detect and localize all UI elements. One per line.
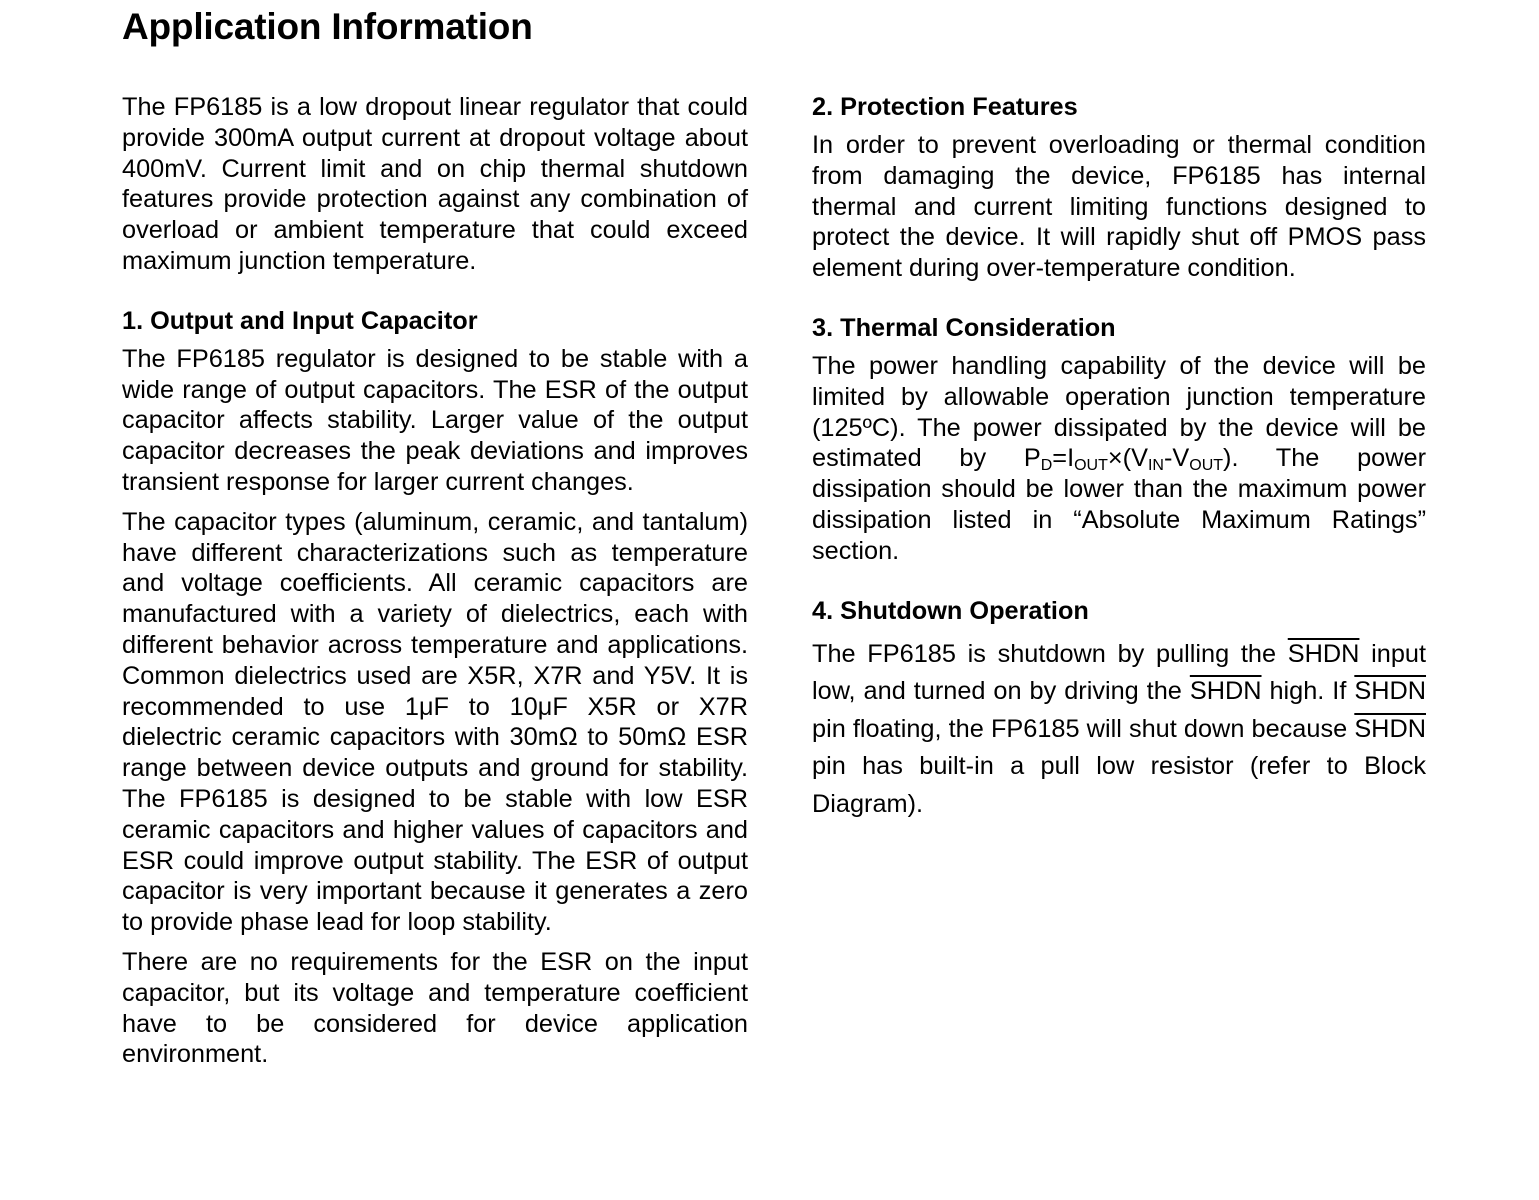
section-heading-thermal-consideration: 3. Thermal Consideration (812, 313, 1116, 342)
shdn-signal: SHDN (1189, 677, 1262, 706)
right-column (812, 92, 1426, 832)
intro-paragraph: The FP6185 is a low dropout linear regulator that could provide 300mA output current at dropout voltage about 400mV. Current limit and on chip thermal shutdown features provide protection against any combination of overload or ambient temperature that could exceed maximum junction temperature. (122, 93, 748, 275)
section-heading-protection-features: 2. Protection Features (812, 93, 1078, 121)
section-heading-shutdown-operation: 4. Shutdown Operation (812, 596, 1089, 625)
capacitor-paragraph-1: The FP6185 regulator is designed to be stable with a wide range of output capacitors. The ESR of the output capacitor affects stability. Larger value of the output capacitor decreases the peak deviations and improves transient response for larger current changes. (122, 344, 748, 496)
protection-paragraph: In order to prevent overloading or thermal condition from damaging the device, FP6185 has internal thermal and current limiting functions designed to protect the device. It will rapidly shut off PMOS pass element during over-temperature condition. (812, 131, 1426, 283)
left-column (122, 92, 748, 1079)
shdn-signal: SHDN (1354, 714, 1426, 743)
section-heading-output-input-capacitor: 1. Output and Input Capacitor (122, 306, 478, 335)
thermal-paragraph: The power handling capability of the device will be limited by allowable operation junction temperature (125ºC). The power dissipated by the device will be estimated by $P_D=I_{OUT}\times(V_{IN}-V_{OUT})$. The power dissipation should be lower than the maximum power dissipation listed in “Absolute Maximum Ratings” section. (812, 351, 1426, 565)
shdn-signal: SHDN (1354, 677, 1427, 706)
capacitor-paragraph-2: The capacitor types (aluminum, ceramic, and tantalum) have different characterizations such as temperature and voltage coefficients. All ceramic capacitors are manufactured with a variety of dielectrics, each with different behavior across temperature and applications. Common dielectrics used are X5R, X7R and Y5V. It is recommended to use 1μF to 10μF X5R or X7R dielectric ceramic capacitors with 30mΩ to 50mΩ ESR range between device outputs and ground for stability. The FP6185 is designed to be stable with low ESR ceramic capacitors and higher values of capacitors and ESR could improve output stability. The ESR of output capacitor is very important because it generates a zero to provide phase lead for loop stability. (122, 507, 748, 937)
shdn-signal: SHDN (1287, 639, 1360, 668)
shutdown-paragraph: The FP6185 is shutdown by pulling the SHDN input low, and turned on by driving the SHDN high. If SHDN pin floating, the FP6185 will shut down because SHDN pin has built-in a pull low resistor (refer to Block Diagram). (812, 639, 1427, 818)
page-title: Application Information (122, 6, 533, 47)
capacitor-paragraph-3: There are no requirements for the ESR on the input capacitor, but its voltage and temperature coefficient have to be considered for device application environment. (122, 947, 748, 1069)
